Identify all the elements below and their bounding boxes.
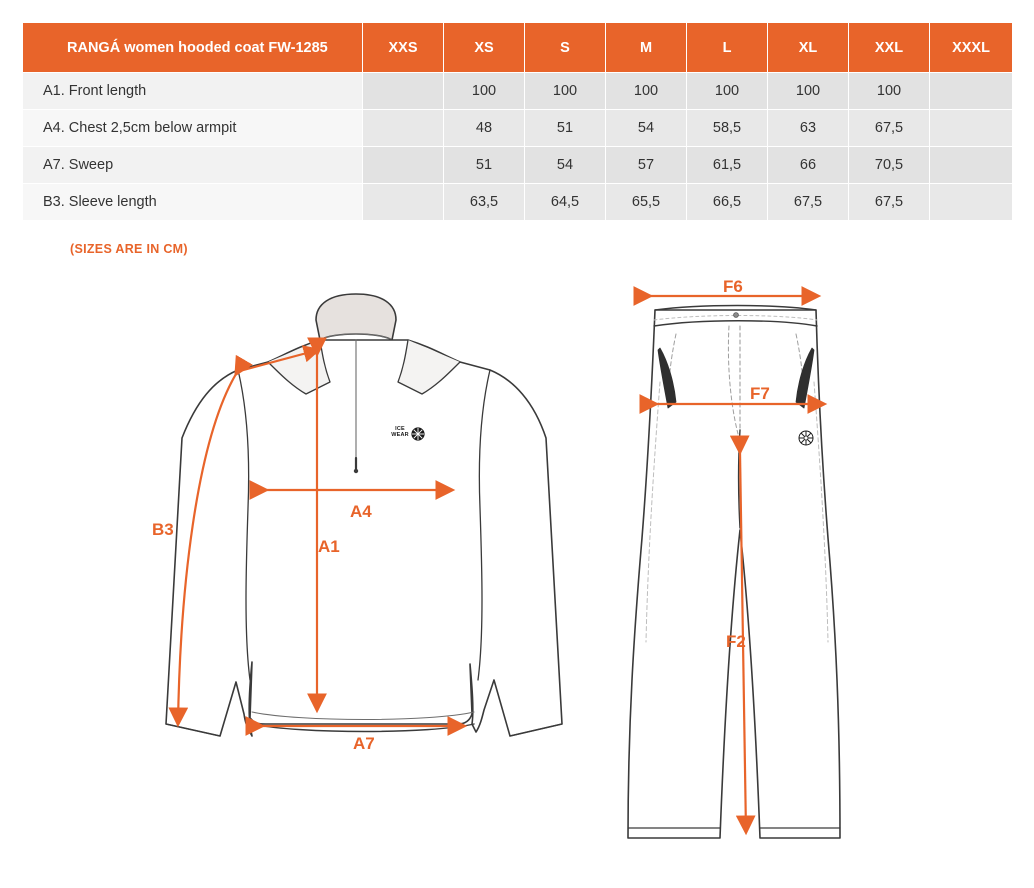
column-header-s: S — [525, 23, 606, 73]
cell-value: 70,5 — [849, 147, 930, 184]
dim-label-a1: A1 — [318, 537, 340, 556]
table-title-cell: RANGÁ women hooded coat FW-1285 — [23, 23, 363, 73]
table-row — [23, 110, 1013, 147]
brand-line-2: WEAR — [391, 432, 409, 439]
cell-value: 54 — [525, 147, 606, 184]
jacket-brand-text — [386, 426, 414, 439]
column-header-xs: XS — [444, 23, 525, 73]
cell-value — [930, 147, 1013, 184]
cell-value: 61,5 — [687, 147, 768, 184]
cell-value: 57 — [606, 147, 687, 184]
table-row — [23, 184, 1013, 221]
measurement-label: A4. Chest 2,5cm below armpit — [23, 110, 363, 147]
measurement-label: A1. Front length — [23, 73, 363, 110]
cell-value: 64,5 — [525, 184, 606, 221]
garment-diagram — [0, 262, 1034, 888]
cell-value: 63,5 — [444, 184, 525, 221]
cell-value — [363, 73, 444, 110]
cell-value: 100 — [849, 73, 930, 110]
measurement-label: B3. Sleeve length — [23, 184, 363, 221]
dim-label-a7: A7 — [353, 734, 375, 753]
cell-value: 100 — [444, 73, 525, 110]
dim-label-a4: A4 — [350, 502, 372, 521]
dim-label-b3: B3 — [152, 520, 174, 539]
cell-value: 67,5 — [849, 110, 930, 147]
cell-value — [930, 184, 1013, 221]
column-header-xxxl: XXXL — [930, 23, 1013, 73]
cell-value — [363, 147, 444, 184]
table-header-row — [23, 23, 1013, 73]
cell-value: 65,5 — [606, 184, 687, 221]
pants-illustration — [628, 306, 840, 839]
units-note: (SIZES ARE IN CM) — [70, 242, 188, 256]
cell-value: 100 — [768, 73, 849, 110]
dim-label-f7: F7 — [750, 384, 770, 403]
size-table-body — [23, 73, 1013, 221]
cell-value: 51 — [444, 147, 525, 184]
cell-value — [363, 110, 444, 147]
cell-value — [930, 110, 1013, 147]
dim-label-f2: F2 — [726, 632, 746, 651]
cell-value: 100 — [606, 73, 687, 110]
cell-value: 66,5 — [687, 184, 768, 221]
table-row — [23, 147, 1013, 184]
cell-value — [363, 184, 444, 221]
cell-value — [930, 73, 1013, 110]
cell-value: 66 — [768, 147, 849, 184]
cell-value: 63 — [768, 110, 849, 147]
cell-value: 100 — [525, 73, 606, 110]
column-header-m: M — [606, 23, 687, 73]
column-header-xl: XL — [768, 23, 849, 73]
pants-brand-logo — [799, 431, 813, 445]
cell-value: 67,5 — [849, 184, 930, 221]
size-table — [22, 22, 1013, 221]
brand-line-1: ICE — [395, 426, 405, 432]
cell-value: 67,5 — [768, 184, 849, 221]
column-header-xxs: XXS — [363, 23, 444, 73]
diagram-svg — [0, 262, 1034, 888]
cell-value: 58,5 — [687, 110, 768, 147]
dim-label-f6: F6 — [723, 277, 743, 296]
column-header-l: L — [687, 23, 768, 73]
size-table-head — [23, 23, 1013, 73]
measurement-label: A7. Sweep — [23, 147, 363, 184]
table-row — [23, 73, 1013, 110]
column-header-xxl: XXL — [849, 23, 930, 73]
size-table-wrapper — [22, 22, 1012, 221]
cell-value: 54 — [606, 110, 687, 147]
cell-value: 48 — [444, 110, 525, 147]
cell-value: 51 — [525, 110, 606, 147]
cell-value: 100 — [687, 73, 768, 110]
